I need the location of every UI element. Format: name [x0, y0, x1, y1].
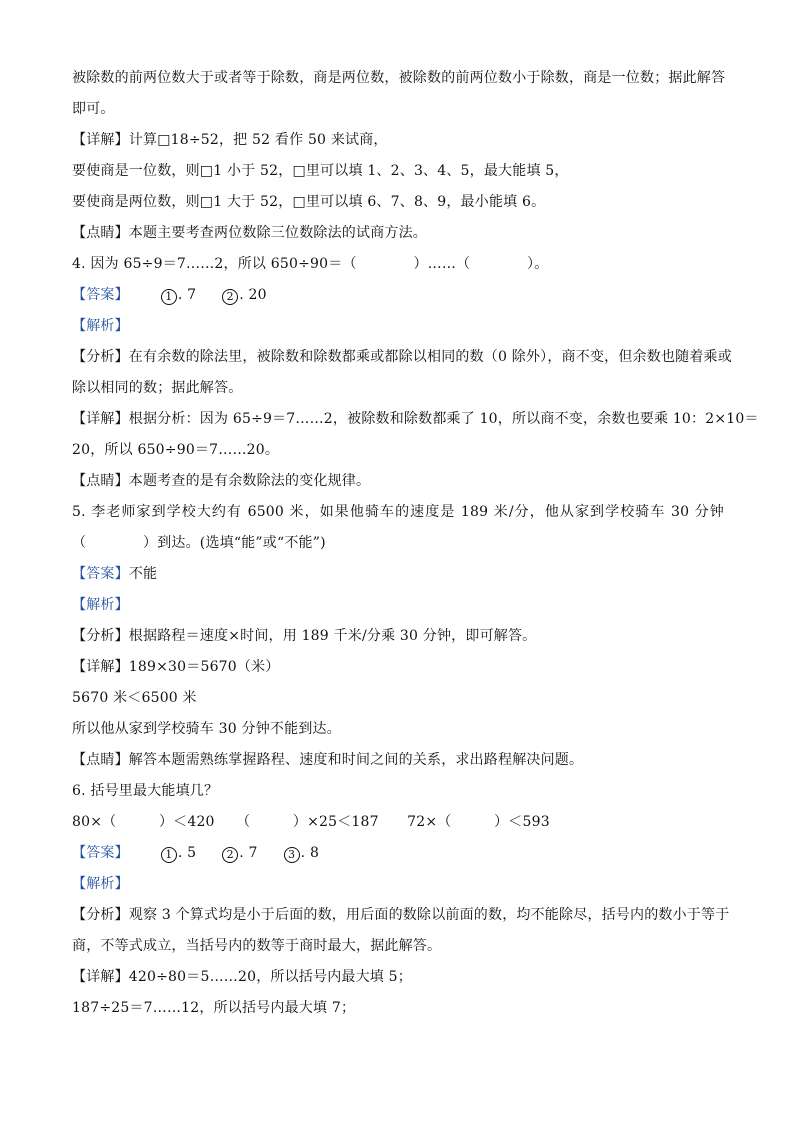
answer-label: 【答案】 [72, 566, 129, 582]
answer-label: 【答案】 [72, 845, 129, 861]
answer-value: . 20 [239, 287, 267, 303]
text-line: 20，所以 650÷90＝7……20。 [72, 442, 280, 458]
text-line: 【点睛】本题主要考查两位数除三位数除法的试商方法。 [72, 225, 427, 241]
text-line: 【详解】189×30＝5670（米） [72, 659, 280, 675]
circled-number: 3 [284, 847, 300, 863]
document-page [72, 63, 759, 1024]
answer-value: . 5 [177, 845, 197, 861]
text-line: 【详解】420÷80＝5……20，所以括号内最大填 5； [72, 969, 412, 985]
answer-line [72, 280, 724, 311]
answer-line [72, 838, 724, 869]
text-line: 【详解】计算□18÷52，把 52 看作 50 来试商， [72, 132, 388, 148]
question-6: 6. 括号里最大能填几？ [72, 783, 219, 799]
text-line: 5670 米＜6500 米 [72, 690, 197, 706]
text-line: 【点睛】本题考查的是有余数除法的变化规律。 [72, 473, 371, 489]
analysis-label: 【解析】 [72, 318, 129, 334]
text-line: 所以他从家到学校骑车 30 分钟不能到达。 [72, 721, 341, 737]
text-line: 即可。 [72, 101, 115, 117]
text-line: 187÷25＝7……12，所以括号内最大填 7； [72, 1000, 356, 1016]
answer-line [72, 559, 724, 590]
text-line: 【点睛】解答本题需熟练掌握路程、速度和时间之间的关系，求出路程解决问题。 [72, 752, 584, 768]
answer-value: . 7 [177, 287, 197, 303]
question-4: 4. 因为 65÷9＝7……2，所以 650÷90＝（ ）……（ ）。 [72, 256, 549, 272]
text-line: 【分析】在有余数的除法里，被除数和除数都乘或都除以相同的数（0 除外），商不变，但余数也随着乘或 [72, 349, 732, 365]
circled-number: 1 [161, 847, 177, 863]
text-line: 要使商是两位数，则□1 大于 52，□里可以填 6、7、8、9，最小能填 6。 [72, 194, 546, 210]
text-line: 【分析】观察 3 个算式均是小于后面的数，用后面的数除以前面的数，均不能除尽，括号内的数小于等于 [72, 907, 730, 923]
text-line: 要使商是一位数，则□1 小于 52，□里可以填 1、2、3、4、5，最大能填 5， [72, 163, 569, 179]
text-line: 被除数的前两位数大于或者等于除数，商是两位数，被除数的前两位数小于除数，商是一位数；据此解答 [72, 70, 726, 86]
circled-number: 2 [222, 289, 238, 305]
question-5: 5. 李老师家到学校大约有 6500 米，如果他骑车的速度是 189 米/分，他从家到学校骑车 30 分钟 [72, 504, 724, 520]
circled-number: 2 [222, 847, 238, 863]
text-line: 商，不等式成立，当括号内的数等于商时最大，据此解答。 [72, 938, 442, 954]
answer-label: 【答案】 [72, 287, 129, 303]
text-line: 除以相同的数；据此解答。 [72, 380, 243, 396]
answer-value: 不能 [128, 566, 158, 582]
analysis-label: 【解析】 [72, 876, 129, 892]
text-line: 【详解】根据分析：因为 65÷9＝7……2，被除数和除数都乘了 10，所以商不变，余数也要乘 10：2×10＝ [72, 411, 759, 427]
answer-value: . 8 [300, 845, 320, 861]
answer-value: . 7 [239, 845, 258, 861]
text-line: 【分析】根据路程＝速度×时间，用 189 千米/分乘 30 分钟，即可解答。 [72, 628, 537, 644]
circled-number: 1 [161, 289, 177, 305]
text-line: （ ）到达。(选填“能”或“不能”) [72, 535, 326, 551]
text-line: 80×（ ）＜420 （ ）×25＜187 72×（ ）＜593 [72, 814, 550, 830]
analysis-label: 【解析】 [72, 597, 129, 613]
